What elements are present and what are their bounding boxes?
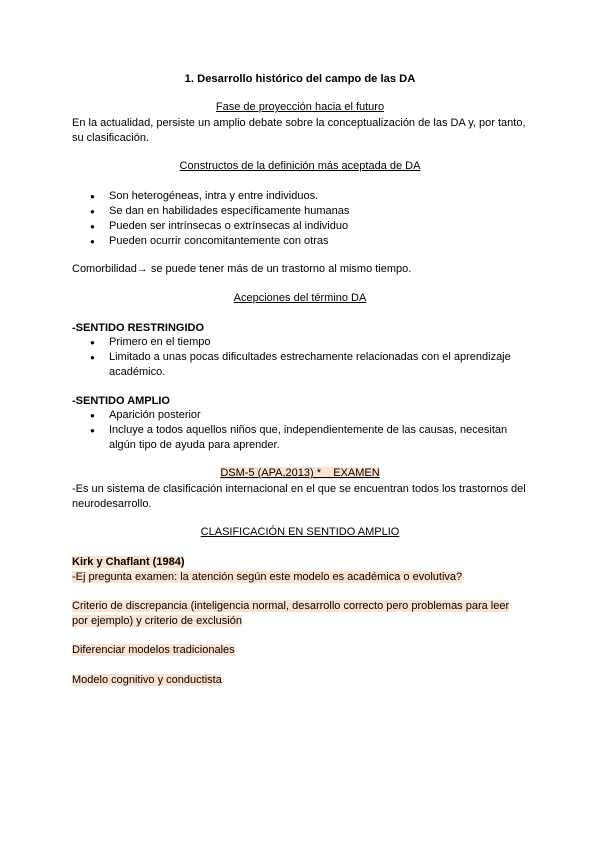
list-item: ● Limitado a unas pocas dificultades estrechamente relacionadas con el aprendizaje académico. bbox=[72, 350, 528, 380]
author-line bbox=[72, 555, 528, 570]
modelo-text: Modelo cognitivo y conductista bbox=[72, 674, 222, 686]
heading-clasificacion-amplio: CLASIFICACIÓN EN SENTIDO AMPLIO bbox=[200, 526, 400, 538]
diferenciar-line bbox=[72, 643, 528, 658]
criterio-paragraph bbox=[72, 599, 528, 629]
dsm-heading-part: DSM-5 (APA,2013) * bbox=[220, 467, 325, 479]
list-item: ● Se dan en habilidades específicamente humanas bbox=[72, 204, 528, 219]
paragraph-actualidad: En la actualidad, persiste un amplio debate sobre la conceptualización de las DA y, por tanto, su clasificación. bbox=[72, 117, 526, 144]
heading-fase-proyeccion: Fase de proyección hacia el futuro bbox=[215, 101, 385, 113]
list-item: ● Pueden ser intrínsecas o extrínsecas al individuo bbox=[72, 219, 528, 234]
examen-tag: EXAMEN bbox=[324, 467, 380, 479]
heading-acepciones: Acepciones del término DA bbox=[233, 292, 367, 304]
list-constructos bbox=[72, 189, 528, 249]
list-item: ● Aparición posterior bbox=[72, 408, 528, 423]
diferenciar-text: Diferenciar modelos tradicionales bbox=[72, 644, 235, 656]
label-sentido-amplio: -SENTIDO AMPLIO bbox=[72, 395, 170, 407]
author-name: Kirk y Chaflant (1984) bbox=[72, 556, 185, 568]
exam-question bbox=[72, 570, 528, 585]
paragraph-comorbilidad: Comorbilidad→ se puede tener más de un trastorno al mismo tiempo. bbox=[72, 263, 412, 275]
exam-question-text: -Ej pregunta examen: la atención según este modelo es académica o evolutiva? bbox=[72, 571, 463, 583]
list-sentido-amplio bbox=[72, 408, 528, 453]
criterio-text: Criterio de discrepancia (inteligencia normal, desarrollo correcto pero problemas para leer por ejemplo) y criterio de exclusión bbox=[72, 600, 510, 627]
paragraph-dsm: -Es un sistema de clasificación internacional en el que se encuentran todos los trastornos del neurodesarrollo. bbox=[72, 483, 526, 510]
list-item: ● Incluye a todos aquellos niños que, independientemente de las causas, necesitan algún tipo de ayuda para aprender. bbox=[72, 423, 528, 453]
document-title: 1. Desarrollo histórico del campo de las DA bbox=[184, 73, 416, 85]
heading-constructos: Constructos de la definición más aceptada de DA bbox=[179, 160, 421, 172]
list-item: ● Son heterogéneas, intra y entre individuos. bbox=[72, 189, 528, 204]
list-item: ● Pueden ocurrir concomitantemente con otras bbox=[72, 234, 528, 249]
modelo-line bbox=[72, 673, 528, 688]
label-sentido-restringido: -SENTIDO RESTRINGIDO bbox=[72, 322, 205, 334]
heading-dsm bbox=[72, 467, 528, 479]
list-item: ● Primero en el tiempo bbox=[72, 335, 528, 350]
list-sentido-restringido bbox=[72, 335, 528, 380]
